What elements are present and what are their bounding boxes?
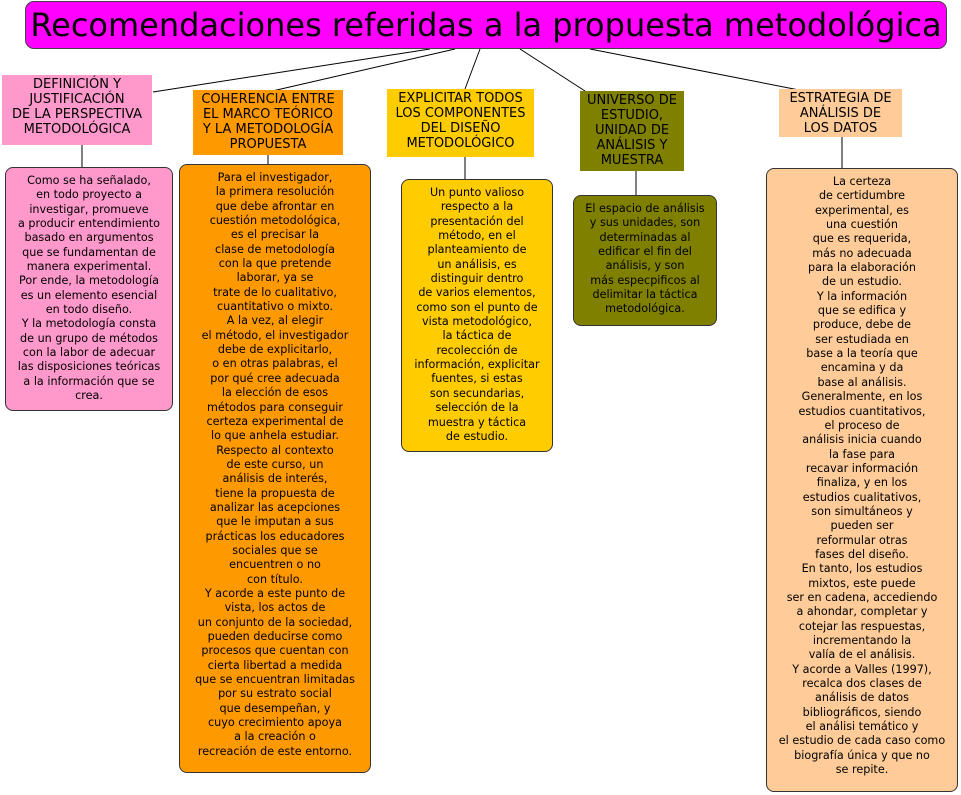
- branch-heading-estrategia: ESTRATEGIA DE ANÁLISIS DE LOS DATOS: [779, 89, 902, 137]
- branch-heading-coherencia: COHERENCIA ENTRE EL MARCO TEÓRICO Y LA METODOLOGÍA PROPUESTA: [193, 90, 343, 155]
- branch-heading-definicion: DEFINICIÓN Y JUSTIFICACIÓN DE LA PERSPECTIVA METODOLÓGICA: [2, 75, 152, 145]
- branch-heading-universo: UNIVERSO DE ESTUDIO, UNIDAD DE ANÁLISIS Y MUESTRA: [580, 91, 684, 171]
- branch-detail-estrategia: La certeza de certidumbre experimental, es una cuestión que es requerida, más no adecuada para la elaboración de un estudio. Y la información que se edifica y produce, debe de ser estudiada en base a la teoría que encamina y da base al análisis. Generalmente, en los estudios cuantitativos, el proceso de análisis inicia cuando la fase para recavar información finaliza, y en los estudios cualitativos, son simultáneos y pueden ser reformular otras fases del diseño. En tanto, los estudios mixtos, este puede ser en cadena, accediendo a ahondar, completar y cotejar las respuestas, incrementando la valía de el análisis. Y acorde a Valles (1997), recalca dos clases de análisis de datos bibliográficos, siendo el análisi temático y el estudio de cada caso como biografía única y que no se repite.: [766, 168, 958, 792]
- link-title-branch-2: [268, 49, 455, 92]
- branch-detail-universo: El espacio de análisis y sus unidades, son determinadas al edificar el fin del análisis, y son más especpificos al delimitar la táctica metodológica.: [573, 195, 717, 326]
- branch-detail-definicion: Como se ha señalado, en todo proyecto a investigar, promueve a producir entendimiento basado en argumentos que se fundamentan de manera experimental. Por ende, la metodología es un elemento esencial en todo diseño. Y la metodología consta de un grupo de métodos con la labor de adecuar las disposiciones teóricas a la información que se crea.: [5, 167, 173, 411]
- link-title-branch-1: [153, 49, 430, 92]
- branch-heading-explicitar: EXPLICITAR TODOS LOS COMPONENTES DEL DISEÑO METODOLÓGICO: [387, 89, 534, 157]
- branch-detail-explicitar: Un punto valioso respecto a la presentación del método, en el planteamiento de un análisis, es distinguir dentro de varios elementos, como son el punto de vista metodológico, la táctica de recolección de información, explicitar fuentes, si estas son secundarias, selección de la muestra y táctica de estudio.: [401, 179, 553, 452]
- main-topic-title: Recomendaciones referidas a la propuesta metodológica: [25, 1, 947, 49]
- branch-detail-coherencia: Para el investigador, la primera resolución que debe afrontar en cuestión metodológica, es el precisar la clase de metodología con la que pretende laborar, ya se trate de lo cualitativo, cuantitativo o mixto. A la vez, al elegir el método, el investigador debe de explicitarlo, o en otras palabras, el por qué cree adecuada la elección de esos métodos para conseguir certeza experimental de lo que anhela estudiar. Respecto al contexto de este curso, un análisis de interés, tiene la propuesta de analizar las acepciones que le imputan a sus prácticas los educadores sociales que se encuentren o no con título. Y acorde a este punto de vista, los actos de un conjunto de la sociedad, pueden deducirse como procesos que cuentan con cierta libertad a medida que se encuentran limitadas por su estrato social que desempeñan, y cuyo crecimiento apoya a la creación o recreación de este entorno.: [179, 164, 371, 773]
- link-title-branch-4: [520, 49, 585, 91]
- link-title-branch-3: [465, 49, 480, 89]
